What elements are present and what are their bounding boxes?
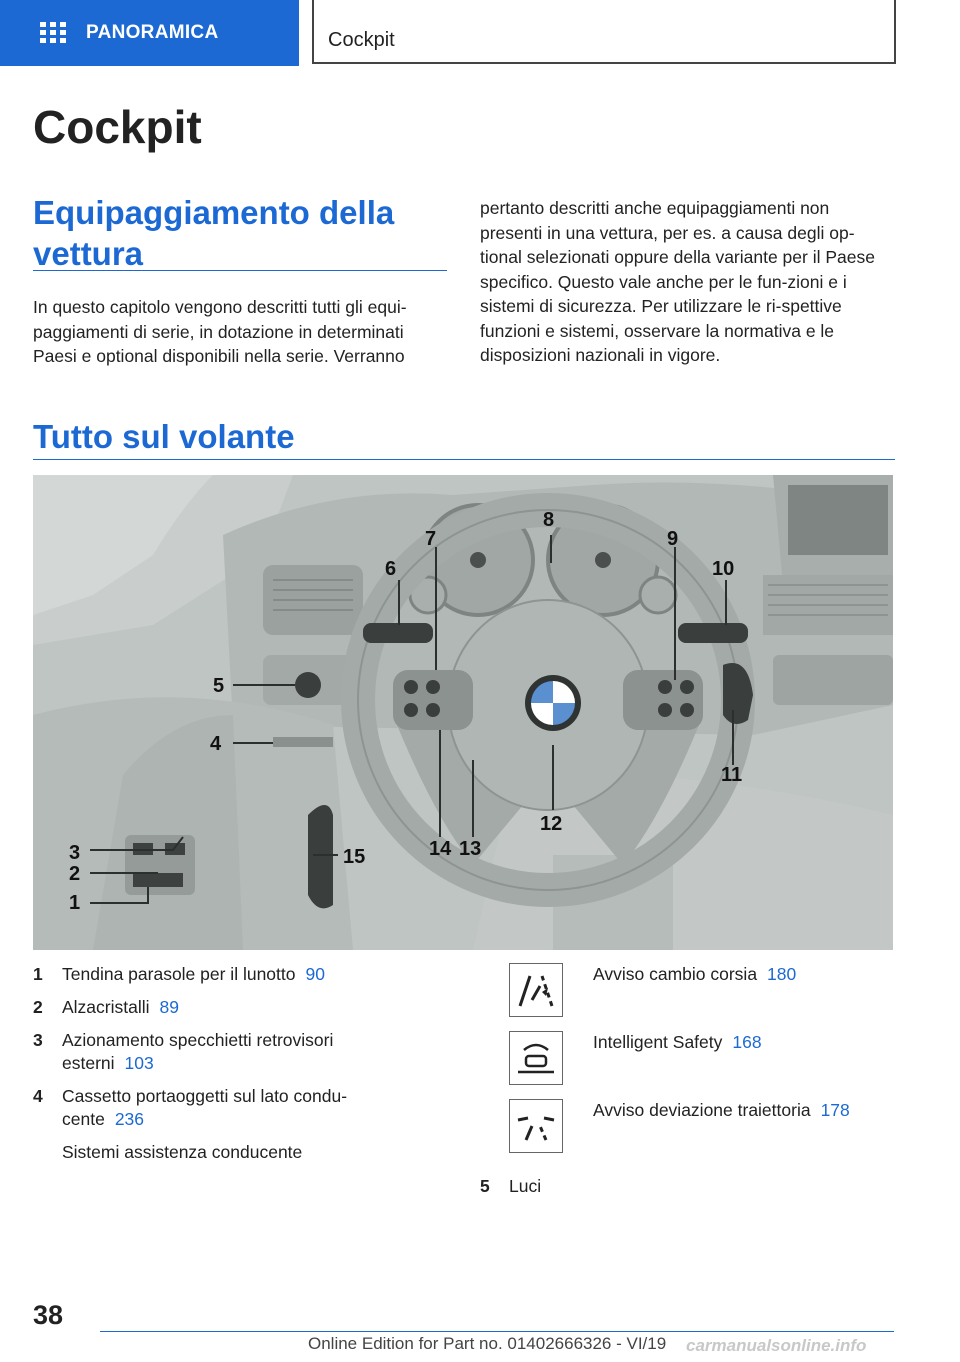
footer-divider bbox=[100, 1331, 894, 1332]
list-item: Avviso cambio corsia 180 bbox=[480, 963, 896, 1031]
page-ref-link[interactable]: 168 bbox=[732, 1032, 762, 1052]
callout-4: 4 bbox=[210, 733, 222, 755]
intro-paragraph-2: pertanto descritti anche equipaggiamenti non presenti in una vettura, per es. a causa degli op-tional selezionati oppure della variante per il Paese specifico. Questo vale anche per le fun-zioni e i sistemi di sicurezza. Per utilizzare le ri-spettive funzioni e sistemi, osservare la normativa e le disposizioni nazionali in vigore. bbox=[480, 198, 875, 365]
callout-13: 13 bbox=[459, 838, 482, 860]
chapter-title: Cockpit bbox=[312, 0, 896, 64]
callout-7: 7 bbox=[425, 528, 437, 550]
lane-departure-warning-icon bbox=[509, 1099, 563, 1153]
page-ref-link[interactable]: 236 bbox=[114, 1109, 145, 1129]
callout-10: 10 bbox=[712, 558, 735, 580]
list-item: 4 Cassetto portaoggetti sul lato condu-cente 236 bbox=[33, 1086, 348, 1129]
lane-change-warning-icon bbox=[509, 963, 563, 1017]
page-ref-link[interactable]: 178 bbox=[820, 1100, 850, 1120]
legend-list-left bbox=[33, 963, 453, 1164]
page-ref-link[interactable]: 89 bbox=[159, 997, 179, 1017]
page-ref-link[interactable]: 90 bbox=[305, 964, 325, 984]
list-item: 2 Alzacristalli 89 bbox=[33, 997, 179, 1017]
callout-2: 2 bbox=[69, 863, 81, 885]
callout-14: 14 bbox=[429, 838, 452, 860]
page-title: Cockpit bbox=[33, 101, 202, 153]
cockpit-illustration bbox=[33, 475, 893, 950]
intro-paragraph-1: In questo capitolo vengono descritti tutti gli equi-paggiamenti di serie, in dotazione in determinati Paesi e optional disponibili nella serie. Verranno bbox=[33, 297, 407, 366]
page-ref-link[interactable]: 103 bbox=[124, 1053, 154, 1073]
watermark: carmanualsonline.info bbox=[686, 1336, 867, 1355]
page-number: 38 bbox=[33, 1300, 64, 1330]
page-ref-link[interactable]: 180 bbox=[767, 964, 797, 984]
callout-12: 12 bbox=[540, 813, 563, 835]
list-item: 5 Luci bbox=[480, 1176, 542, 1196]
intelligent-safety-icon bbox=[509, 1031, 563, 1085]
callout-11: 11 bbox=[721, 764, 743, 786]
panoramica-nav-button[interactable] bbox=[0, 0, 299, 66]
callout-1: 1 bbox=[69, 892, 81, 914]
section-divider bbox=[33, 270, 447, 271]
nav-label: PANORAMICA bbox=[86, 22, 219, 43]
list-item: Avviso deviazione traiettoria 178 bbox=[480, 1099, 896, 1167]
list-item: 3 Azionamento specchietti retrovisori esterni 103 bbox=[33, 1030, 334, 1073]
callout-5: 5 bbox=[213, 675, 225, 697]
grid-menu-icon bbox=[40, 22, 66, 44]
edition-text: Online Edition for Part no. 01402666326 - VI/19 bbox=[308, 1334, 667, 1353]
section-divider bbox=[33, 459, 895, 460]
list-item: 1 Tendina parasole per il lunotto 90 bbox=[33, 964, 325, 984]
section-heading-steering-wheel: Tutto sul volante bbox=[33, 418, 295, 455]
callout-8: 8 bbox=[543, 509, 555, 531]
top-bar bbox=[0, 0, 960, 66]
legend-list-right bbox=[480, 963, 896, 1196]
callout-9: 9 bbox=[667, 528, 679, 550]
list-item: Intelligent Safety 168 bbox=[480, 1031, 896, 1099]
callout-3: 3 bbox=[69, 842, 81, 864]
driver-assistance-subheading: Sistemi assistenza conducente bbox=[62, 1142, 303, 1162]
callout-6: 6 bbox=[385, 558, 397, 580]
section-heading-equipment: Equipaggiamento della vettura bbox=[33, 194, 395, 272]
callout-15: 15 bbox=[343, 846, 366, 868]
